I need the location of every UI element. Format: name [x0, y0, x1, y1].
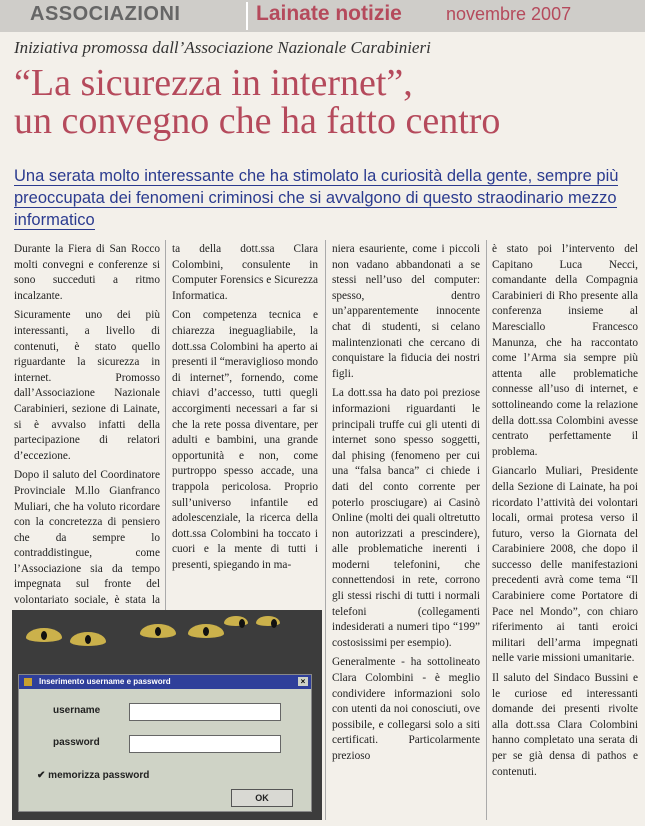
article-kicker: Iniziativa promossa dall’Associazione Nazionale Carabinieri: [14, 38, 431, 57]
article-title: [14, 64, 500, 140]
paragraph: ta della dott.ssa Clara Colombini, consulente in Computer Forensics e Sicurezza Informatica.: [172, 243, 318, 302]
glowing-eye-icon: [70, 632, 106, 646]
paragraph: niera esauriente, come i piccoli non vadano abbandonati a se stessi nell’uso del computer: spesso, dentro un’apparentemente innocente chat di studenti, si celano malintenzionati che cercano di conquistare la fiducia dei nostri figli.: [332, 243, 480, 380]
dialog-titlebar: [19, 675, 311, 689]
key-icon: [24, 678, 32, 686]
article-standfirst: [14, 165, 634, 231]
paragraph: Sicuramente uno dei più interessanti, a livello di contenuti, è stato quello riguardante la sicurezza in internet. Promosso dall’Associazione Nazionale Carabinieri, sezione di Lainate, si è avvalso infatti della partecipazione di relatori d’eccezione.: [14, 309, 160, 462]
article-photo: [12, 610, 322, 820]
article-column-3: [332, 242, 480, 769]
column-rule: [486, 240, 487, 820]
paragraph: è stato poi l’intervento del Capitano Luca Necci, comandante della Compagnia Carabinieri di Rho presente alla conferenza insieme al Maresciallo Francesco Manunza, che ha raccontato come l’Arma sia sempre più attenta alle problematiche connesse all’uso di internet, e sottolineando come la relazione della dott.ssa Colombini avesse centrato perfettamente il problema.: [492, 243, 638, 458]
article-column-4: [492, 242, 638, 784]
paragraph: Con competenza tecnica e chiarezza ineguagliabile, la dott.ssa Colombini ha aperto ai presenti il “meraviglioso mondo di internet”, fornendo, come chiavi d’accesso, tutti quegli accorgimenti necessari a far si che la rete possa diventare, per adulti e bambini, una grande opportunità e non, come purtroppo spesso accade, una trappola pericolosa. Proprio sull’universo infantile ed adolescenziale, la ricerca della dott.ssa Colombini ha toccato i cuori e la mente di tutti i presenti, spiegando in ma-: [172, 309, 318, 571]
title-line-1: “La sicurezza in internet”,: [14, 62, 413, 104]
paragraph: Generalmente - ha sottolineato Clara Colombini - è meglio condividere informazioni solo con utenti da noi conosciuti, ove possibile, e collegarsi solo a siti certificati. Particolarmente prezioso: [332, 656, 480, 762]
section-label: ASSOCIAZIONI: [30, 3, 181, 25]
glowing-eye-icon: [256, 616, 280, 626]
page-header: [0, 0, 645, 32]
title-line-2: un convegno che ha fatto centro: [14, 100, 501, 142]
remember-label: memorizza password: [48, 770, 150, 781]
header-divider: [246, 2, 248, 30]
column-rule: [325, 240, 326, 820]
publication-name: Lainate notizie: [256, 2, 402, 25]
issue-date: novembre 2007: [446, 4, 572, 24]
glowing-eye-icon: [140, 624, 176, 638]
password-label: password: [53, 737, 100, 748]
ok-button: OK: [231, 789, 293, 807]
login-dialog: [18, 674, 312, 812]
glowing-eye-icon: [224, 616, 248, 626]
paragraph: La dott.ssa ha dato poi preziose informazioni riguardanti le principali truffe cui gli utenti di internet sono spesso soggetti, dal phising (fenomeno per cui una “falsa banca” ci chiede i dati del conto corrente per poterlo prosciugare) ai Casinò Online (molti dei quali oltretutto non autorizzati a prescindere), alle problematiche inerenti i moderni telefonini, che connettendosi in rete, corrono gli stessi rischi di tutti i normali telefoni (collegamenti indesiderati a numeri tipo “199” costosissimi per esempio).: [332, 387, 480, 649]
close-icon: ×: [298, 677, 308, 686]
article-column-1: [14, 242, 160, 628]
paragraph: Dopo il saluto del Coordinatore Provinciale M.llo Gianfranco Muliari, che ha voluto ricordare con la concretezza di pensiero che da sempre lo contraddistingue, come l’Associazione sia da tempo impegnata sul fronte del volontariato sociale, è stata la: [14, 469, 160, 607]
username-field: [129, 703, 281, 721]
paragraph: Il saluto del Sindaco Bussini e le curiose ed interessanti domande dei presenti rivolte alla dott.ssa Clara Colombini hanno completato una serata di per se già densa di pathos e contenuti.: [492, 672, 638, 778]
password-field: [129, 735, 281, 753]
glowing-eye-icon: [26, 628, 62, 642]
paragraph: Giancarlo Muliari, Presidente della Sezione di Lainate, ha poi ricordato l’attività dei volontari locali, ormai protesa verso il futuro, verso la Giornata del Carabiniere 2008, che dopo il successo delle manifestazioni precedenti avrà come tema “Il Carabiniere come Portatore di Pace nel Mondo”, con chiaro riferimento ai tanti eroici militari dell’arma impegnati nelle varie missioni umanitarie.: [492, 465, 638, 665]
glowing-eye-icon: [188, 624, 224, 638]
dialog-title: Inserimento username e password: [39, 677, 171, 686]
check-icon: ✔: [37, 770, 46, 781]
paragraph: Durante la Fiera di San Rocco molti convegni e conferenze si sono succeduti a ritmo incalzante.: [14, 243, 160, 302]
standfirst-text: Una serata molto interessante che ha stimolato la curiosità della gente, sempre più preoccupata dei fenomeni criminosi che si avvalgono di questo straodinario mezzo informatico: [14, 167, 619, 229]
article-column-2: [172, 242, 318, 577]
remember-checkbox: [37, 770, 149, 781]
username-label: username: [53, 705, 101, 716]
